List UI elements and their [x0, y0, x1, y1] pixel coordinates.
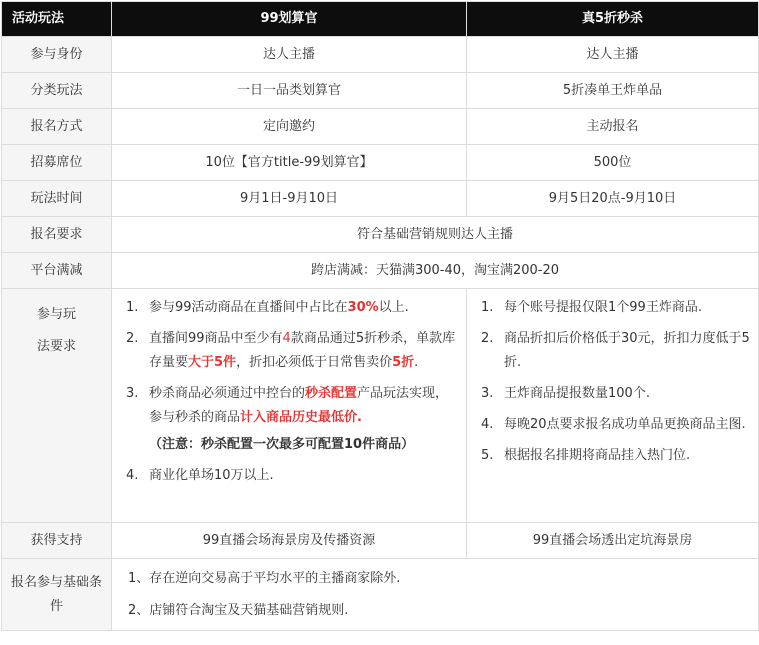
identity-99: 达人主播 [112, 37, 467, 73]
table-row [2, 145, 759, 181]
list-item: 3. 王炸商品提报数量100个. [481, 386, 650, 401]
category-99: 一日一品类划算官 [112, 73, 467, 109]
table-row [2, 523, 759, 559]
discount-value: 跨店满减：天猫满300-40，淘宝满200-20 [112, 253, 759, 289]
row-label-requirement: 报名要求 [2, 217, 112, 253]
row-label-support: 获得支持 [2, 523, 112, 559]
table-row-play-requirements [2, 289, 759, 523]
list-item: 1. 参与99活动商品在直播间中占比在30%以上. [126, 300, 409, 315]
time-99: 9月1日-9月10日 [112, 181, 467, 217]
header-99-deal: 99划算官 [112, 2, 467, 37]
row-label-discount: 平台满减 [2, 253, 112, 289]
table-row-base-conditions [2, 559, 759, 631]
seats-99: 10位【官方title-99划算官】 [112, 145, 467, 181]
row-label-play [2, 289, 112, 523]
row-label-play-line1: 参与玩 [36, 307, 76, 322]
table-row [2, 37, 759, 73]
signup-flash: 主动报名 [467, 109, 759, 145]
list-item: 1. 每个账号提报仅限1个99王炸商品. [481, 300, 702, 315]
flash-config-note: （注意：秒杀配置一次最多可配置10件商品） [149, 437, 415, 452]
seats-flash: 500位 [467, 145, 759, 181]
play-flash-list [467, 289, 759, 523]
row-label-signup: 报名方式 [2, 109, 112, 145]
list-item: 5. 根据报名排期将商品挂入热门位. [481, 448, 691, 463]
identity-flash: 达人主播 [467, 37, 759, 73]
row-label-play-line2: 法要求 [36, 339, 76, 354]
base-conditions [112, 559, 759, 631]
list-item: 3. 秒杀商品必须通过中控台的秒杀配置产品玩法实现，参与秒杀的商品计入商品历史最低价. （注意：秒杀配置一次最多可配置10件商品） [112, 382, 466, 457]
table-row [2, 217, 759, 253]
list-item: 2. 直播间99商品中至少有4款商品通过5折秒杀，单款库存量要大于5件，折扣必须低于日常售卖价5折. [126, 331, 456, 370]
signup-99: 定向邀约 [112, 109, 467, 145]
row-label-category: 分类玩法 [2, 73, 112, 109]
header-activity-play: 活动玩法 [2, 2, 112, 37]
table-row [2, 73, 759, 109]
table-row [2, 253, 759, 289]
table-header-row [2, 2, 759, 37]
row-label-seats: 招募席位 [2, 145, 112, 181]
list-item: 1、存在逆向交易高于平均水平的主播商家除外. [128, 570, 401, 586]
row-label-base: 报名参与基础条件 [2, 559, 112, 631]
list-item: 2. 商品折扣后价格低于30元，折扣力度低于5折. [481, 331, 750, 370]
row-label-identity: 参与身份 [2, 37, 112, 73]
support-99: 99直播会场海景房及传播资源 [112, 523, 467, 559]
list-item: 2、店铺符合淘宝及天猫基础营销规则. [128, 602, 349, 618]
row-label-time: 玩法时间 [2, 181, 112, 217]
support-flash: 99直播会场透出定坑海景房 [467, 523, 759, 559]
play-99-list [112, 289, 467, 523]
activity-rules-table [1, 1, 759, 631]
requirement-value: 符合基础营销规则达人主播 [112, 217, 759, 253]
table-row [2, 109, 759, 145]
table-row [2, 181, 759, 217]
category-flash: 5折凑单王炸单品 [467, 73, 759, 109]
list-item: 4. 商业化单场10万以上. [126, 468, 274, 483]
header-half-price-flash: 真5折秒杀 [467, 2, 759, 37]
time-flash: 9月5日20点-9月10日 [467, 181, 759, 217]
list-item: 4. 每晚20点要求报名成功单品更换商品主图. [481, 417, 746, 432]
